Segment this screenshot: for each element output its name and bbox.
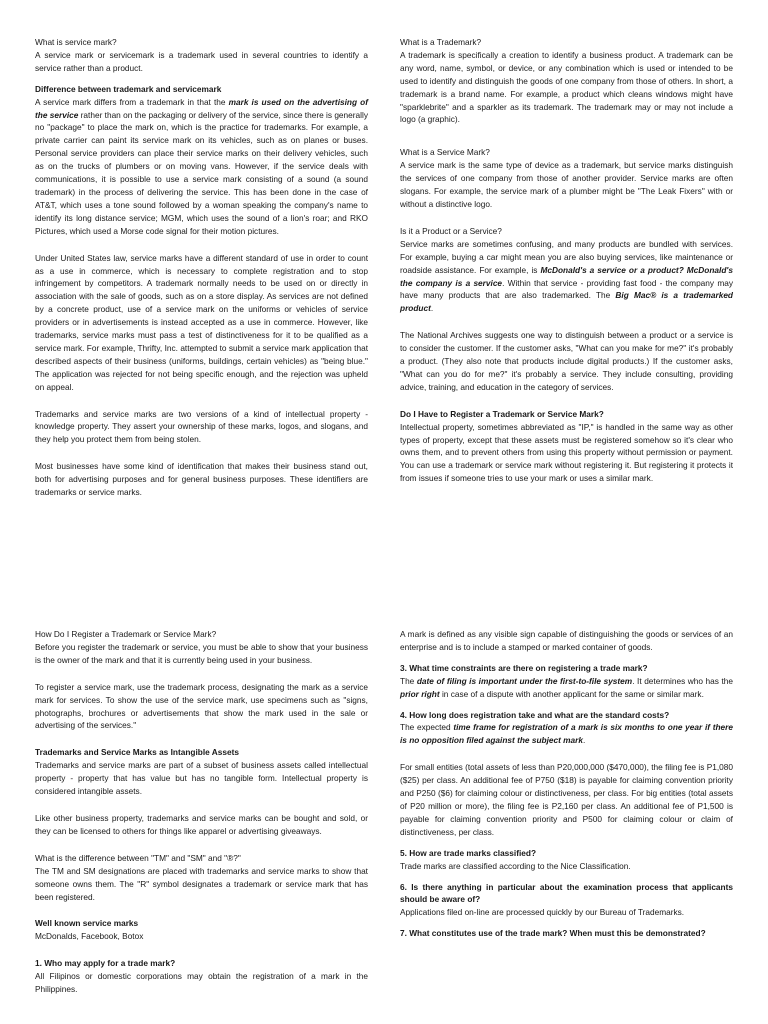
section-heading: 1. Who may apply for a trade mark? [35, 958, 176, 969]
emphasis-text: McDonald's a service or a product? McDonald's the company is a service [400, 264, 733, 288]
section-heading: What is a Service Mark? [400, 147, 490, 158]
section-registration-time-costs [400, 709, 733, 748]
text-run: . [430, 303, 434, 314]
emphasis-text: date of filing is important under the first-to-file system [416, 675, 633, 686]
section-well-known-service-marks [35, 917, 368, 943]
emphasis-text: Big Mac® is a trademarked product [400, 290, 733, 314]
section-heading: How Do I Register a Trademark or Service Mark? [35, 629, 217, 639]
paragraph: Trademarks and service marks are part of a subset of business assets called intellectual property - property that has value but has no tangible form. Intellectual property is considered intangible assets. [35, 760, 368, 797]
paragraph: Applications filed on-line are processed quickly by our Bureau of Trademarks. [400, 907, 685, 918]
section-how-do-i-register [35, 628, 368, 667]
section-heading: 7. What constitutes use of the trade mark? When must this be demonstrated? [400, 928, 706, 939]
paragraph: McDonalds, Facebook, Botox [35, 931, 144, 942]
section-heading: 3. What time constraints are there on registering a trade mark? [400, 662, 648, 673]
paragraph-like-other-property: Like other business property, trademarks and service marks can be bought and sold, or they can be licensed to others for things like apparel or advertising giveaways. [35, 812, 368, 836]
section-heading: Difference between trademark and servicemark [35, 83, 222, 94]
section-what-is-service-mark [35, 36, 368, 75]
section-what-is-trademark [400, 36, 733, 126]
emphasis-text: prior right [400, 688, 440, 699]
text-run: . Within that service - providing fast food - the company may have many products that are also trademarked. The [400, 277, 733, 301]
section-what-is-service-mark [400, 146, 733, 211]
section-who-may-apply [35, 957, 368, 996]
text-run: . [583, 735, 586, 746]
text-run: rather than on the packaging or delivery of the service, since there is generally no "package" to place the mark on, which is the practice for trademarks. For example, a private carrier can paint its service mark on its vehicles, such as on planes or buses. Personal service providers can place their service marks on their delivery vehicles, such as on the trucks of plumbers or on moving vans. However, if the service deals with communications, it is possible to use a service mark consisting of a sound (a sound trademark) in the process of delivering the service. This has been done in the case of AT&T, which uses a tone sound followed by a woman speaking the company's name to identify its long distance service; MGM, which uses the sound of a lion's roar; and RKO Pictures, which used a Morse code signal for their motion pictures. [35, 109, 368, 236]
text-run: Service marks are sometimes confusing, and many products are bundled with services. For example, buying a car might mean you are also buying services, like maintenance or roadside assistance. For example, is [400, 238, 733, 275]
section-heading: 6. Is there anything in particular about the examination process that applicants should be aware of? [400, 881, 733, 905]
section-heading: What is service mark? [35, 37, 117, 47]
paragraph: A trademark is specifically a creation to identify a business product. A trademark can be any word, name, symbol, or device, or any combination which is used or intended to be used to identify and distinguish the goods of one company from those of others. In short, a trademark is a brand name. For example, a product which cleans windows might have "sparklebrite" and a sparkler as its trademark. The trademark may or may not include a logo (a graphic). [400, 49, 733, 125]
section-tm-sm-difference [35, 852, 368, 904]
section-intangible-assets [35, 746, 368, 798]
section-difference [35, 83, 368, 238]
column-bottom-right [400, 628, 733, 948]
section-product-or-service [400, 225, 733, 315]
section-heading: 4. How long does registration take and what are the standard costs? [400, 709, 670, 720]
paragraph: All Filipinos or domestic corporations may obtain the registration of a mark in the Philippines. [35, 971, 368, 995]
section-time-constraints [400, 662, 733, 701]
paragraph-us-law: Under United States law, service marks have a different standard of use in order to count as a use in commerce, which is necessary to complete registration and to stop infringement by competitors. A trademark normally needs to be used on or directly in association with the sale of goods, such as on a store display. As services are not defined by a concrete product, use of a service mark on the uniforms or vehicles of service providers or in advertisements is instead accepted as a use in commerce. However, like trademarks, service marks must pass a test of distinctiveness for it to be qualified as a service mark. For example, Thrifty, Inc. attempted to submit a service mark application that described aspects of their business (uniforms, buildings, certain vehicles) as "being blue." The application was rejected for not being specific enough, and the rejection was upheld on appeal. [35, 252, 368, 392]
section-classification [400, 847, 733, 873]
paragraph: Before you register the trademark or service, you must be able to show that your business is the owner of the mark and that it is currently being used in your business. [35, 641, 368, 665]
paragraph: Trade marks are classified according to the Nice Classification. [400, 860, 631, 871]
text-run: A service mark differs from a trademark in that the [35, 96, 229, 107]
section-examination-process [400, 881, 733, 920]
paragraph-intellectual-property: Trademarks and service marks are two versions of a kind of intellectual property - knowledge property. They assert your ownership of these marks, logos, and slogans, and they help you protect them from being stolen. [35, 408, 368, 445]
section-heading: What is a Trademark? [400, 37, 482, 47]
paragraph-fees: For small entities (total assets of less than P20,000,000 ($470,000), the filing fee is P1,080 ($25) per class. An additional fee of P750 ($18) is payable for claiming convention priority and P250 ($6) for claiming colour or distinctiveness, per class. For big entities (total assets of P20 million or more), the filing fee is P2,160 per class. An additional fee of P1,500 is payable for claiming convention priority and P500 for claiming colour or claim of distinctiveness, per class. [400, 762, 733, 837]
column-top-right [400, 36, 733, 493]
text-run: The [400, 675, 417, 686]
section-heading: 5. How are trade marks classified? [400, 847, 537, 858]
section-use-of-trademark [400, 927, 733, 940]
emphasis-text: time frame for registration of a mark is six months to one year if there is no opposition filed against the subject mark [400, 722, 733, 746]
column-top-left [35, 36, 368, 507]
text-run: . It determines who has the [632, 675, 733, 686]
paragraph: A service mark is the same type of device as a trademark, but service marks distinguish the services of one company from those of another provider. Service marks are often slogans. For example, the service mark of a plumber might be "The Leak Fixers" with or without a distinctive logo. [400, 160, 733, 209]
paragraph-to-register: To register a service mark, use the trademark process, designating the mark as a service mark for services. To show the use of the service mark, use specimens such as "signs, photographs, brochures or advertisements that show the mark used in the sale or advertising of the services." [35, 681, 368, 731]
section-heading: Is it a Product or a Service? [400, 225, 502, 236]
column-bottom-left [35, 628, 368, 1004]
paragraph-identification: Most businesses have some kind of identification that makes their business stand out, both for advertising purposes and for general business purposes. These identifiers are trademarks or service marks. [35, 461, 368, 498]
text-run: The expected [400, 722, 454, 733]
paragraph: A service mark or servicemark is a trademark used in several countries to identify a service rather than a product. [35, 49, 368, 73]
section-heading: What is the difference between "TM" and "SM" and "®?" [35, 852, 241, 863]
paragraph: The TM and SM designations are placed with trademarks and service marks to show that someone owns them. The "R" symbol designates a trademark or service mark that has been registered. [35, 865, 368, 902]
section-do-i-have-to-register [400, 408, 733, 485]
section-heading: Well known service marks [35, 918, 139, 929]
paragraph: Intellectual property, sometimes abbreviated as "IP," is handled in the same way as other types of property, except that these assets must be registered somehow so it's clear who owns them, and to prevent others from using this property without permission or payment. You can use a trademark or service mark without registering it. But registering it protects it from issues if someone tries to use your mark or uses a similar mark. [400, 421, 733, 484]
paragraph-national-archives: The National Archives suggests one way to distinguish between a product or a service is to consider the customer. If the customer asks, "What can you make for me?" it's probably a product. (They also note that products include digital products.) If the customer asks, "What can you do for me?" it's probably a service. They include consulting, providing advice, training, and education in the category of services. [400, 330, 733, 392]
emphasis-text: mark is used on the advertising of the service [35, 96, 368, 120]
section-heading: Trademarks and Service Marks as Intangible Assets [35, 747, 239, 758]
section-heading: Do I Have to Register a Trademark or Service Mark? [400, 408, 604, 419]
text-run: in case of a dispute with another applicant for the same or similar mark. [439, 688, 704, 699]
paragraph-mark-definition: A mark is defined as any visible sign capable of distinguishing the goods or services of an enterprise and is to include a stamped or marked container of goods. [400, 629, 733, 652]
